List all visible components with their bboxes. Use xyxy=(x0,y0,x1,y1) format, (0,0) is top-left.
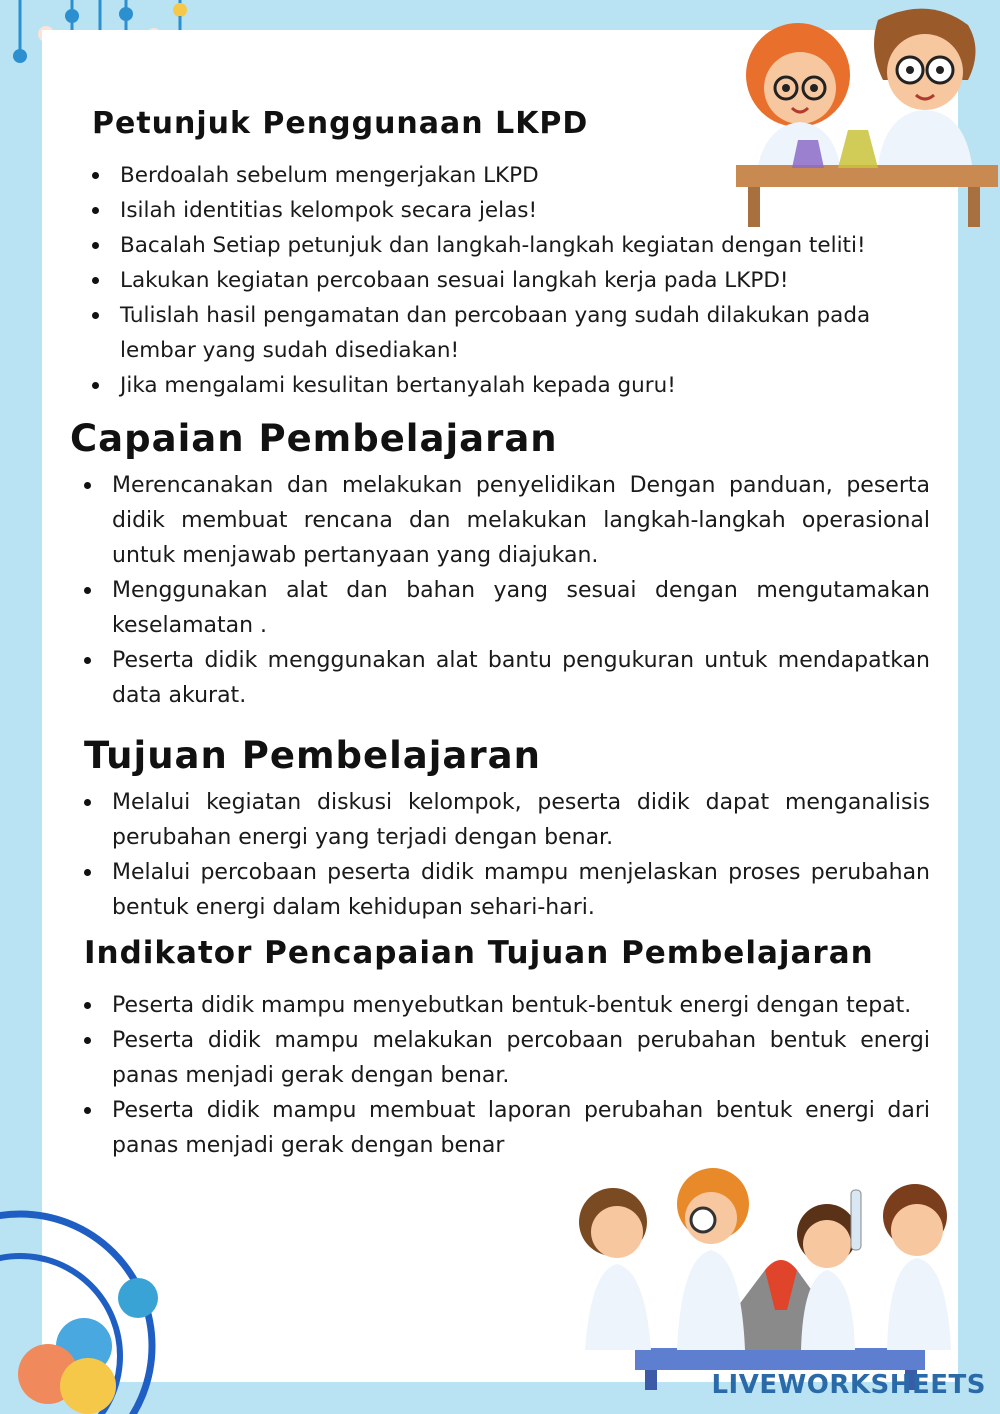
list-item: Isilah identitias kelompok secara jelas! xyxy=(86,193,946,228)
list-item: Lakukan kegiatan percobaan sesuai langkah kerja pada LKPD! xyxy=(86,263,946,298)
list-item: Peserta didik menggunakan alat bantu pengukuran untuk mendapatkan data akurat. xyxy=(78,643,930,713)
list-item: Peserta didik mampu melakukan percobaan perubahan bentuk energi panas menjadi gerak dengan benar. xyxy=(78,1023,930,1093)
list-item: Melalui kegiatan diskusi kelompok, peserta didik dapat menganalisis perubahan energi yang terjadi dengan benar. xyxy=(78,785,930,855)
indicators-list xyxy=(78,988,930,1163)
instructions-list xyxy=(86,158,946,403)
section-title-petunjuk: Petunjuk Penggunaan LKPD xyxy=(92,106,589,141)
learning-outcomes-list xyxy=(78,468,930,713)
list-item: Melalui percobaan peserta didik mampu menjelaskan proses perubahan bentuk energi dalam kehidupan sehari-hari. xyxy=(78,855,930,925)
list-item: Jika mengalami kesulitan bertanyalah kepada guru! xyxy=(86,368,946,403)
liveworksheets-logo: LIVEWORKSHEETS xyxy=(711,1370,986,1400)
list-item: Menggunakan alat dan bahan yang sesuai dengan mengutamakan keselamatan . xyxy=(78,573,930,643)
list-item: Peserta didik mampu membuat laporan perubahan bentuk energi dari panas menjadi gerak dengan benar xyxy=(78,1093,930,1163)
section-title-tujuan: Tujuan Pembelajaran xyxy=(84,734,541,777)
orbit-planets-decoration xyxy=(0,1196,240,1414)
list-item: Peserta didik mampu menyebutkan bentuk-bentuk energi dengan tepat. xyxy=(78,988,930,1023)
section-title-indikator: Indikator Pencapaian Tujuan Pembelajaran xyxy=(84,935,874,971)
learning-objectives-list xyxy=(78,785,930,925)
list-item: Tulislah hasil pengamatan dan percobaan yang sudah dilakukan pada lembar yang sudah disediakan! xyxy=(86,298,946,368)
list-item: Berdoalah sebelum mengerjakan LKPD xyxy=(86,158,946,193)
list-item: Merencanakan dan melakukan penyelidikan Dengan panduan, peserta didik membuat rencana dan melakukan langkah-langkah operasional untuk menjawab pertanyaan yang diajukan. xyxy=(78,468,930,573)
list-item: Bacalah Setiap petunjuk dan langkah-langkah kegiatan dengan teliti! xyxy=(86,228,946,263)
section-title-capaian: Capaian Pembelajaran xyxy=(70,417,558,460)
kids-volcano-experiment-illustration xyxy=(565,1160,990,1390)
